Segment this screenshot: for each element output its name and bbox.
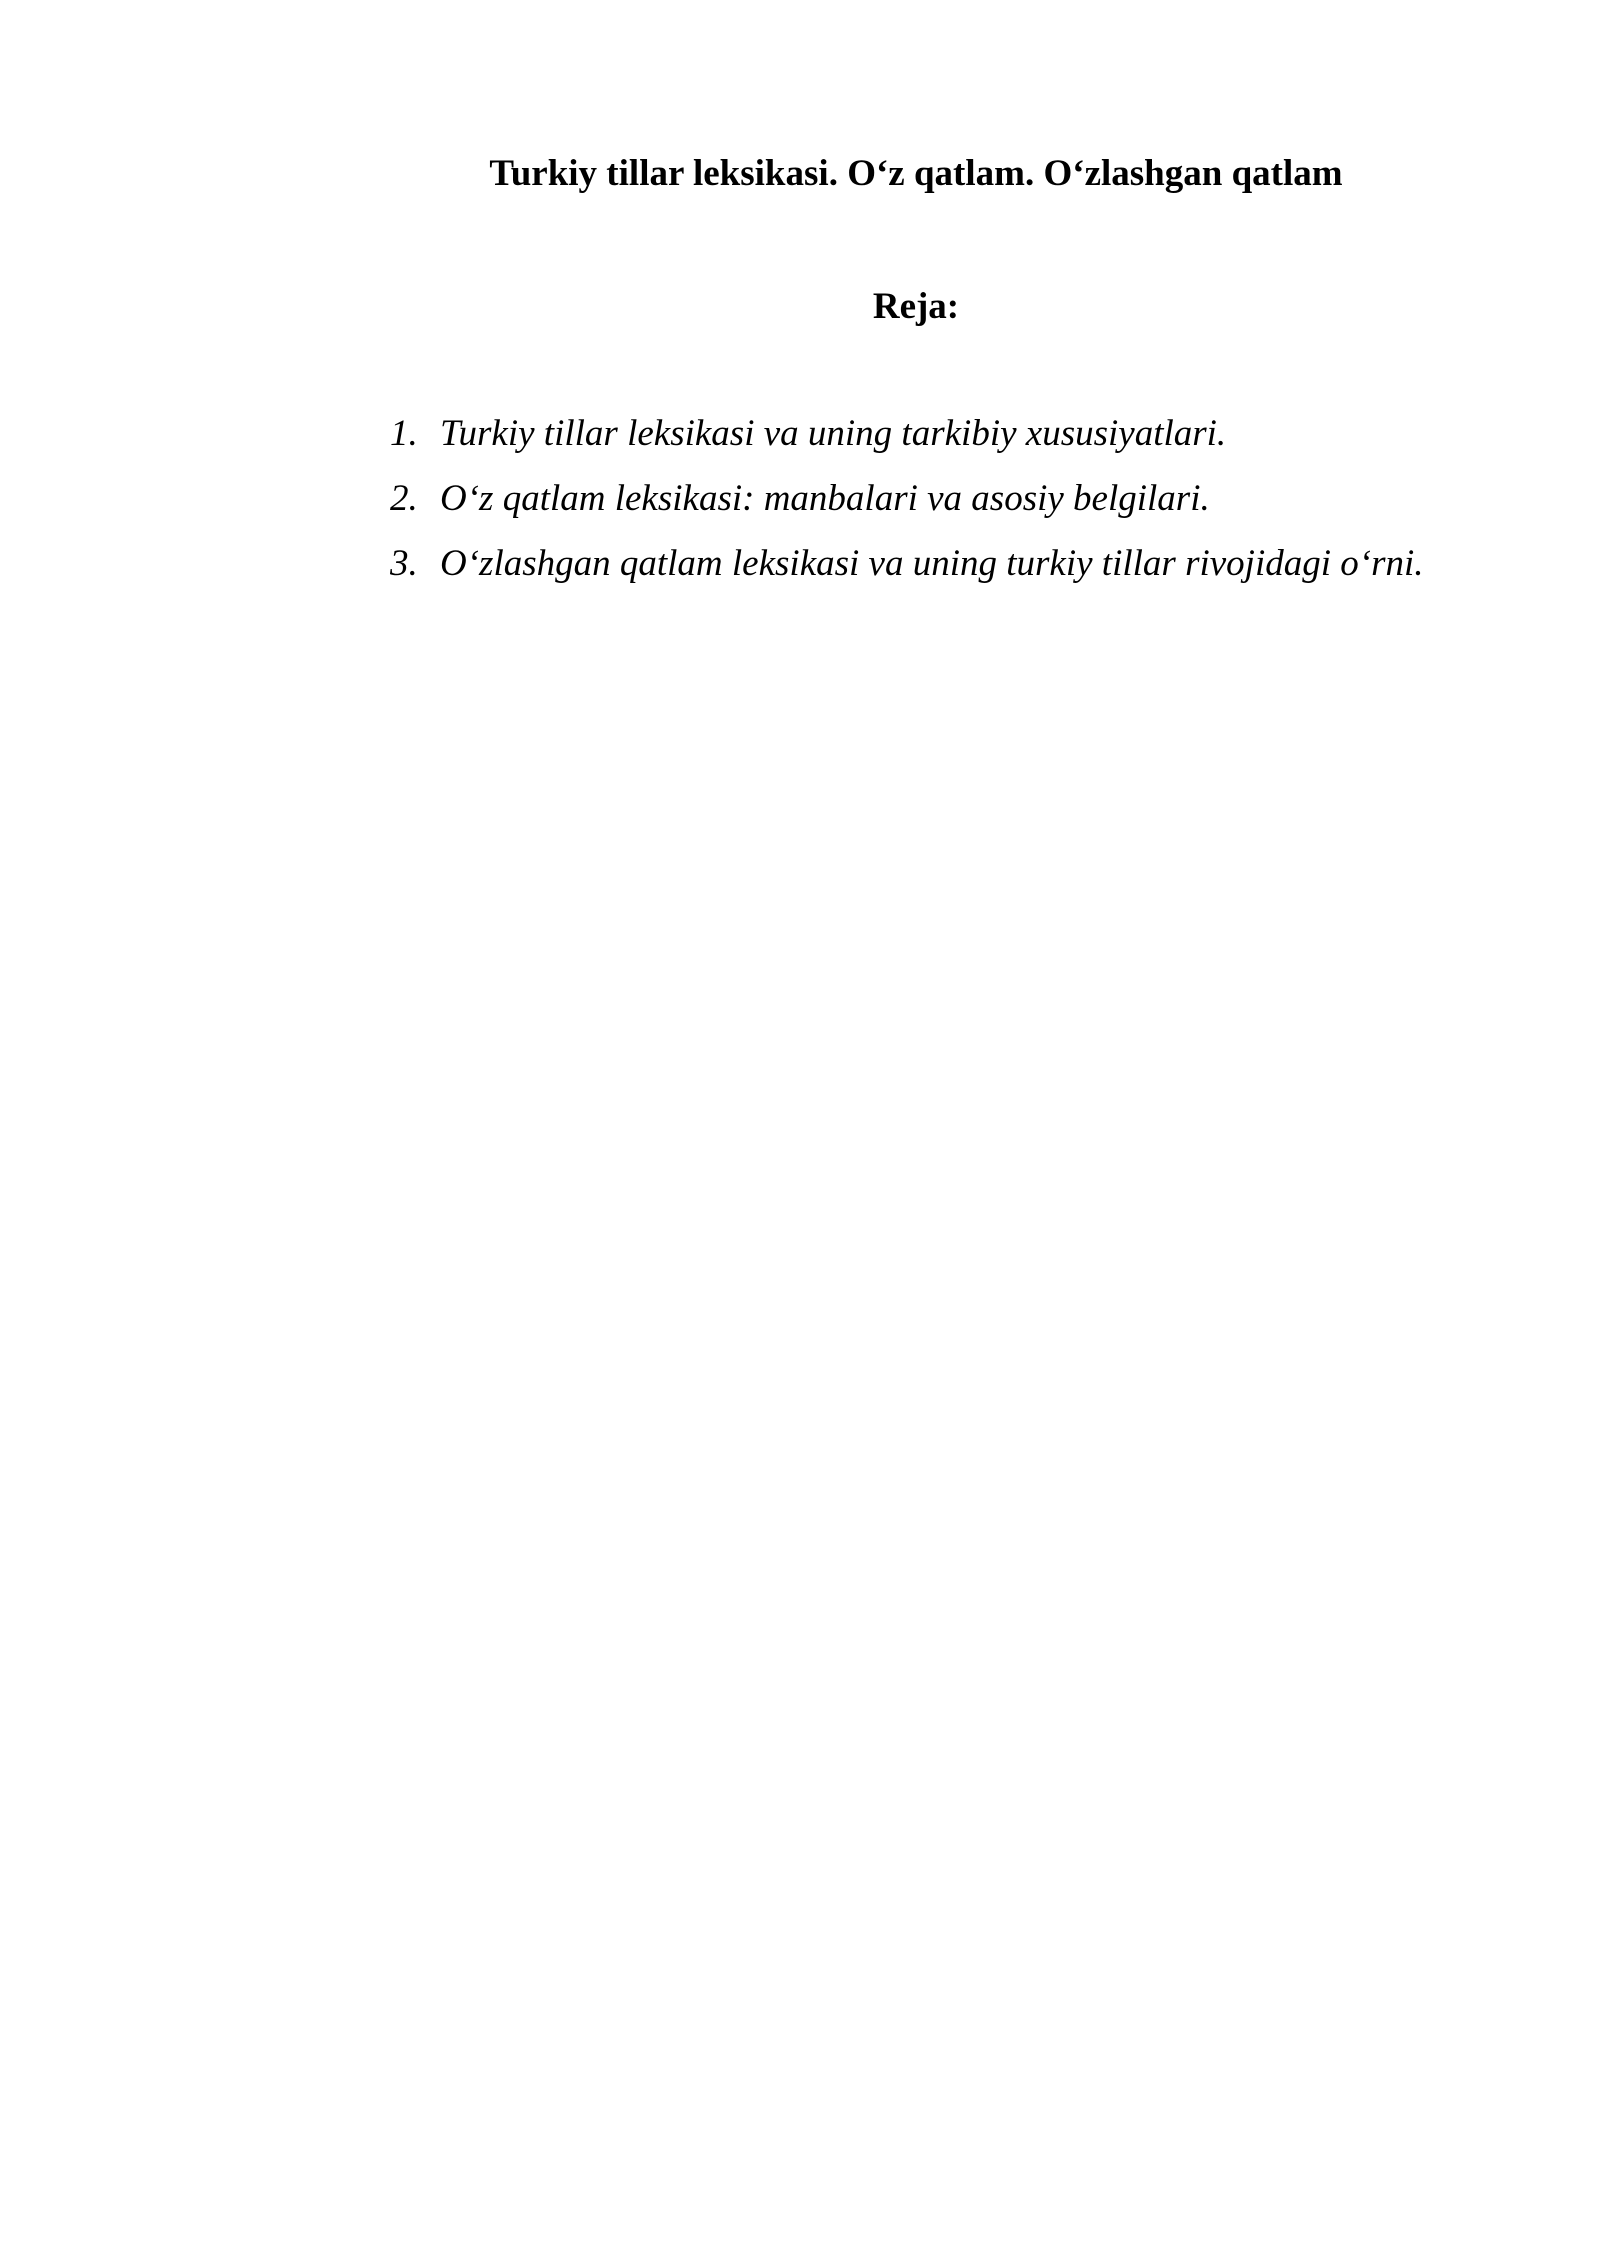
plan-item-text: O‘z qatlam leksikasi: manbalari va asosiy belgilari. xyxy=(440,478,1210,519)
plan-item-number: 2. xyxy=(390,478,418,519)
document-title: Turkiy tillar leksikasi. O‘z qatlam. O‘zlashgan qatlam xyxy=(489,153,1343,194)
plan-item xyxy=(390,540,1424,605)
plan-item-number: 3. xyxy=(390,543,418,584)
plan-item xyxy=(390,475,1424,540)
plan-item-text: O‘zlashgan qatlam leksikasi va uning turkiy tillar rivojidagi o‘rni. xyxy=(440,543,1424,584)
plan-heading: Reja: xyxy=(872,286,960,327)
plan-item-text: Turkiy tillar leksikasi va uning tarkibiy xususiyatlari. xyxy=(440,413,1227,454)
plan-item xyxy=(390,410,1424,475)
plan-item-number: 1. xyxy=(390,413,418,454)
plan-list xyxy=(390,410,1424,605)
